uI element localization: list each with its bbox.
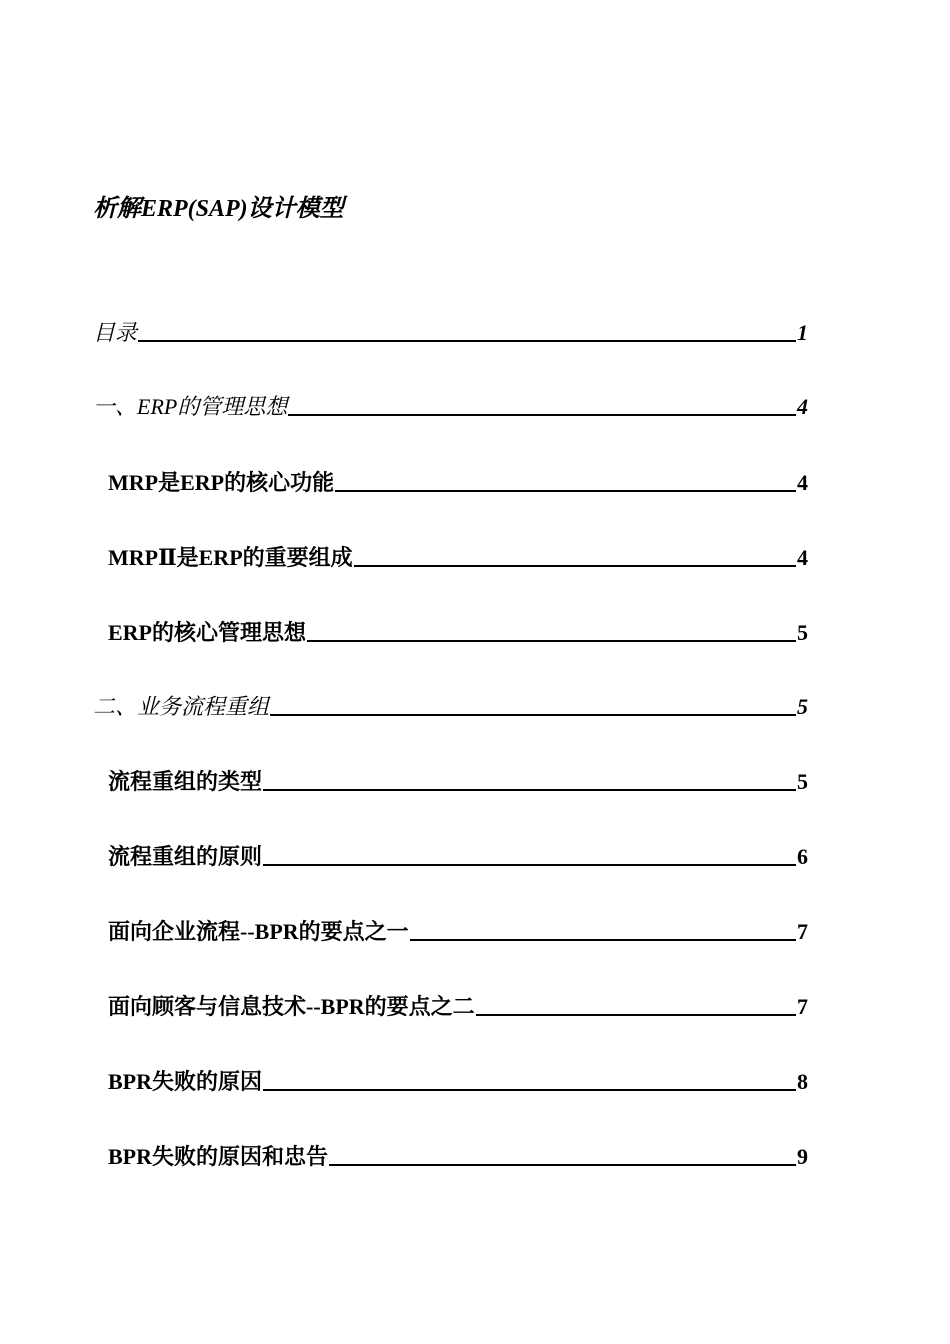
toc-leader-line [307, 640, 796, 642]
toc-page-number: 6 [797, 844, 808, 869]
toc-page-number: 5 [797, 769, 808, 794]
toc-entry-label: MRPⅡ是ERP的重要组成 [108, 545, 353, 570]
toc-entry-label: 面向顾客与信息技术--BPR的要点之二 [108, 994, 475, 1019]
toc-entry-label [93, 694, 269, 720]
toc-entry-erp-core-thinking[interactable] [108, 616, 808, 646]
toc-entry-label [93, 394, 287, 420]
toc-entry-bpr-point-2[interactable] [108, 990, 808, 1020]
toc-entry-label: 目录 [93, 320, 138, 345]
section-number: 二、 [93, 694, 138, 719]
toc-entry-label: ERP的核心管理思想 [108, 620, 307, 645]
toc-page-number: 1 [797, 320, 808, 345]
toc-page-number: 5 [797, 694, 808, 719]
toc-page-number: 4 [797, 470, 808, 495]
toc-entry-bpr-failure-advice[interactable] [108, 1140, 808, 1170]
toc-entry-label: BPR失败的原因和忠告 [108, 1144, 329, 1169]
toc-entry-reengineering-principles[interactable] [108, 840, 808, 870]
toc-entry-label: MRP是ERP的核心功能 [108, 470, 335, 495]
toc-page-number: 7 [797, 919, 808, 944]
toc-leader-line [263, 789, 796, 791]
toc-page-number: 4 [797, 545, 808, 570]
toc-entry-bpr-failure[interactable] [108, 1065, 808, 1095]
toc-entry-label: 流程重组的原则 [108, 844, 263, 869]
toc-leader-line [263, 864, 796, 866]
document-title: 析解ERP(SAP)设计模型 [93, 196, 344, 222]
toc-page-number: 9 [797, 1144, 808, 1169]
toc-leader-line [335, 490, 796, 492]
toc-entry-label: 流程重组的类型 [108, 769, 263, 794]
toc-page-number: 4 [797, 394, 808, 419]
toc-entry-bpr-point-1[interactable] [108, 915, 808, 945]
toc-leader-line [410, 939, 796, 941]
section-title: ERP的管理思想 [137, 394, 288, 419]
section-number: 一、 [93, 394, 138, 419]
toc-entry-contents[interactable] [93, 316, 808, 346]
toc-leader-line [288, 414, 796, 416]
toc-leader-line [354, 565, 796, 567]
toc-entry-section-1[interactable] [93, 390, 808, 420]
toc-leader-line [329, 1164, 796, 1166]
toc-entry-reengineering-types[interactable] [108, 765, 808, 795]
toc-entry-section-2[interactable] [93, 690, 808, 720]
toc-leader-line [138, 340, 796, 342]
toc-leader-line [476, 1014, 796, 1016]
toc-page-number: 8 [797, 1069, 808, 1094]
toc-entry-label: 面向企业流程--BPR的要点之一 [108, 919, 409, 944]
toc-leader-line [270, 714, 796, 716]
toc-page-number: 7 [797, 994, 808, 1019]
toc-entry-mrp-core[interactable] [108, 466, 808, 496]
toc-entry-mrp2[interactable] [108, 541, 808, 571]
toc-page-number: 5 [797, 620, 808, 645]
toc-leader-line [263, 1089, 796, 1091]
section-title: 业务流程重组 [137, 694, 270, 719]
toc-entry-label: BPR失败的原因 [108, 1069, 263, 1094]
